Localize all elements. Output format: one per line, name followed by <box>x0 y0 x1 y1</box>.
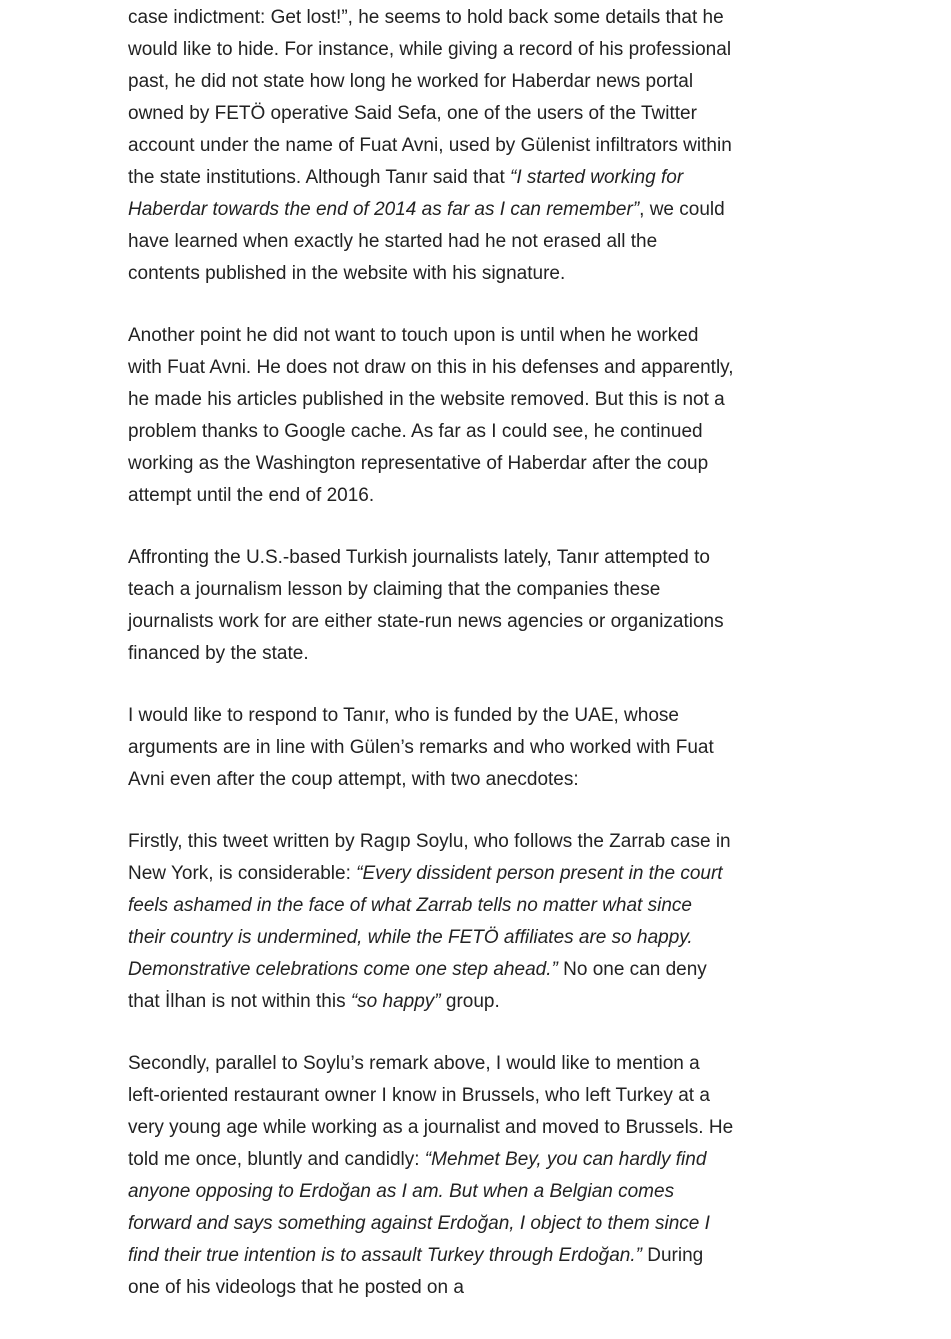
paragraph-5 <box>128 826 734 1018</box>
paragraph-6-quote: “Mehmet Bey, you can hardly find anyone opposing to Erdoğan as I am. But when a Belgian comes forward and says something against Erdoğan, I object to them since I find their true intention is to assault Turkey through Erdoğan.” <box>128 1149 710 1266</box>
paragraph-1-text-a: case indictment: Get lost!”, he seems to hold back some details that he would like to hide. For instance, while giving a record of his professional past, he did not state how long he worked for Haberdar news portal owned by FETÖ operative Said Sefa, one of the users of the Twitter account under the name of Fuat Avni, used by Gülenist infiltrators within the state institutions. Although Tanır said that <box>128 7 732 188</box>
paragraph-4: I would like to respond to Tanır, who is funded by the UAE, whose arguments are in line with Gülen’s remarks and who worked with Fuat Avni even after the coup attempt, with two anecdotes: <box>128 705 714 790</box>
paragraph-1 <box>128 2 734 290</box>
paragraph-5-text-b: No one can deny that İlhan is not within this <box>128 959 707 1012</box>
article-body <box>128 2 734 1334</box>
paragraph-6-text-b: During one of his videologs that he posted on a <box>128 1245 704 1298</box>
paragraph-6 <box>128 1048 734 1304</box>
paragraph-3: Affronting the U.S.-based Turkish journalists lately, Tanır attempted to teach a journalism lesson by claiming that the companies these journalists work for are either state-run news agencies or organizations financed by the state. <box>128 547 724 664</box>
paragraph-5-text-a: Firstly, this tweet written by Ragıp Soylu, who follows the Zarrab case in New York, is considerable: <box>128 831 731 884</box>
paragraph-1-text-b: , we could have learned when exactly he started had he not erased all the contents published in the website with his signature. <box>128 199 725 284</box>
paragraph-5-text-c: group. <box>440 991 500 1012</box>
paragraph-6-text-a: Secondly, parallel to Soylu’s remark above, I would like to mention a left-oriented restaurant owner I know in Brussels, who left Turkey at a very young age while working as a journalist and moved to Brussels. He told me once, bluntly and candidly: <box>128 1053 734 1170</box>
paragraph-5-quote: “Every dissident person present in the court feels ashamed in the face of what Zarrab tells no matter what since their country is undermined, while the FETÖ affiliates are so happy. Demonstrative celebrations come one step ahead.” <box>128 863 723 980</box>
paragraph-2: Another point he did not want to touch upon is until when he worked with Fuat Avni. He does not draw on this in his defenses and apparently, he made his articles published in the website removed. But this is not a problem thanks to Google cache. As far as I could see, he continued working as the Washington representative of Haberdar after the coup attempt until the end of 2016. <box>128 325 734 506</box>
paragraph-1-quote: “I started working for Haberdar towards the end of 2014 as far as I can remember” <box>128 167 684 220</box>
paragraph-5-quote-short: “so happy” <box>350 991 441 1012</box>
